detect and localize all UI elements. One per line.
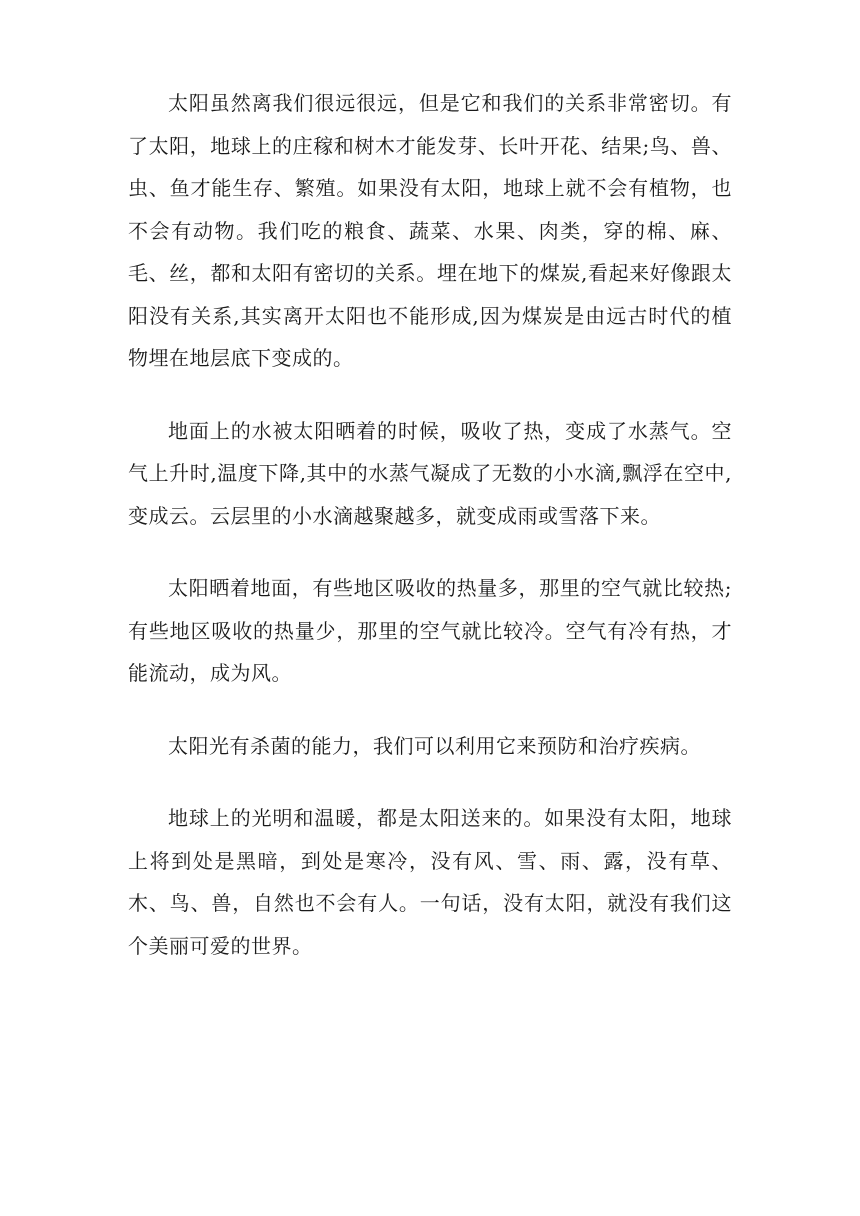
paragraph-spacer xyxy=(128,767,732,797)
paragraph-spacer xyxy=(128,380,732,410)
paragraph-spacer xyxy=(128,537,732,567)
paragraph-spacer xyxy=(128,695,732,725)
document-body xyxy=(128,82,732,967)
paragraph-sun-relationship: 太阳虽然离我们很远很远，但是它和我们的关系非常密切。有了太阳，地球上的庄稼和树木才能发芽、长叶开花、结果;鸟、兽、虫、鱼才能生存、繁殖。如果没有太阳，地球上就不会有植物，也不会有动物。我们吃的粮食、蔬菜、水果、肉类，穿的棉、麻、毛、丝，都和太阳有密切的关系。埋在地下的煤炭,看起来好像跟太阳没有关系,其实离开太阳也不能形成,因为煤炭是由远古时代的植物埋在地层底下变成的。 xyxy=(128,91,732,370)
paragraph-conclusion: 地球上的光明和温暖，都是太阳送来的。如果没有太阳，地球上将到处是黑暗，到处是寒冷，没有风、雪、雨、露，没有草、木、鸟、兽，自然也不会有人。一句话，没有太阳，就没有我们这个美丽可爱的世界。 xyxy=(128,806,732,958)
paragraph-wind: 太阳晒着地面，有些地区吸收的热量多，那里的空气就比较热;有些地区吸收的热量少，那里的空气就比较冷。空气有冷有热，才能流动，成为风。 xyxy=(128,576,732,685)
paragraph-water-cycle: 地面上的水被太阳晒着的时候，吸收了热，变成了水蒸气。空气上升时,温度下降,其中的水蒸气凝成了无数的小水滴,飘浮在空中,变成云。云层里的小水滴越聚越多，就变成雨或雪落下来。 xyxy=(128,418,732,528)
paragraph-sterilization: 太阳光有杀菌的能力，我们可以利用它来预防和治疗疾病。 xyxy=(168,733,701,758)
